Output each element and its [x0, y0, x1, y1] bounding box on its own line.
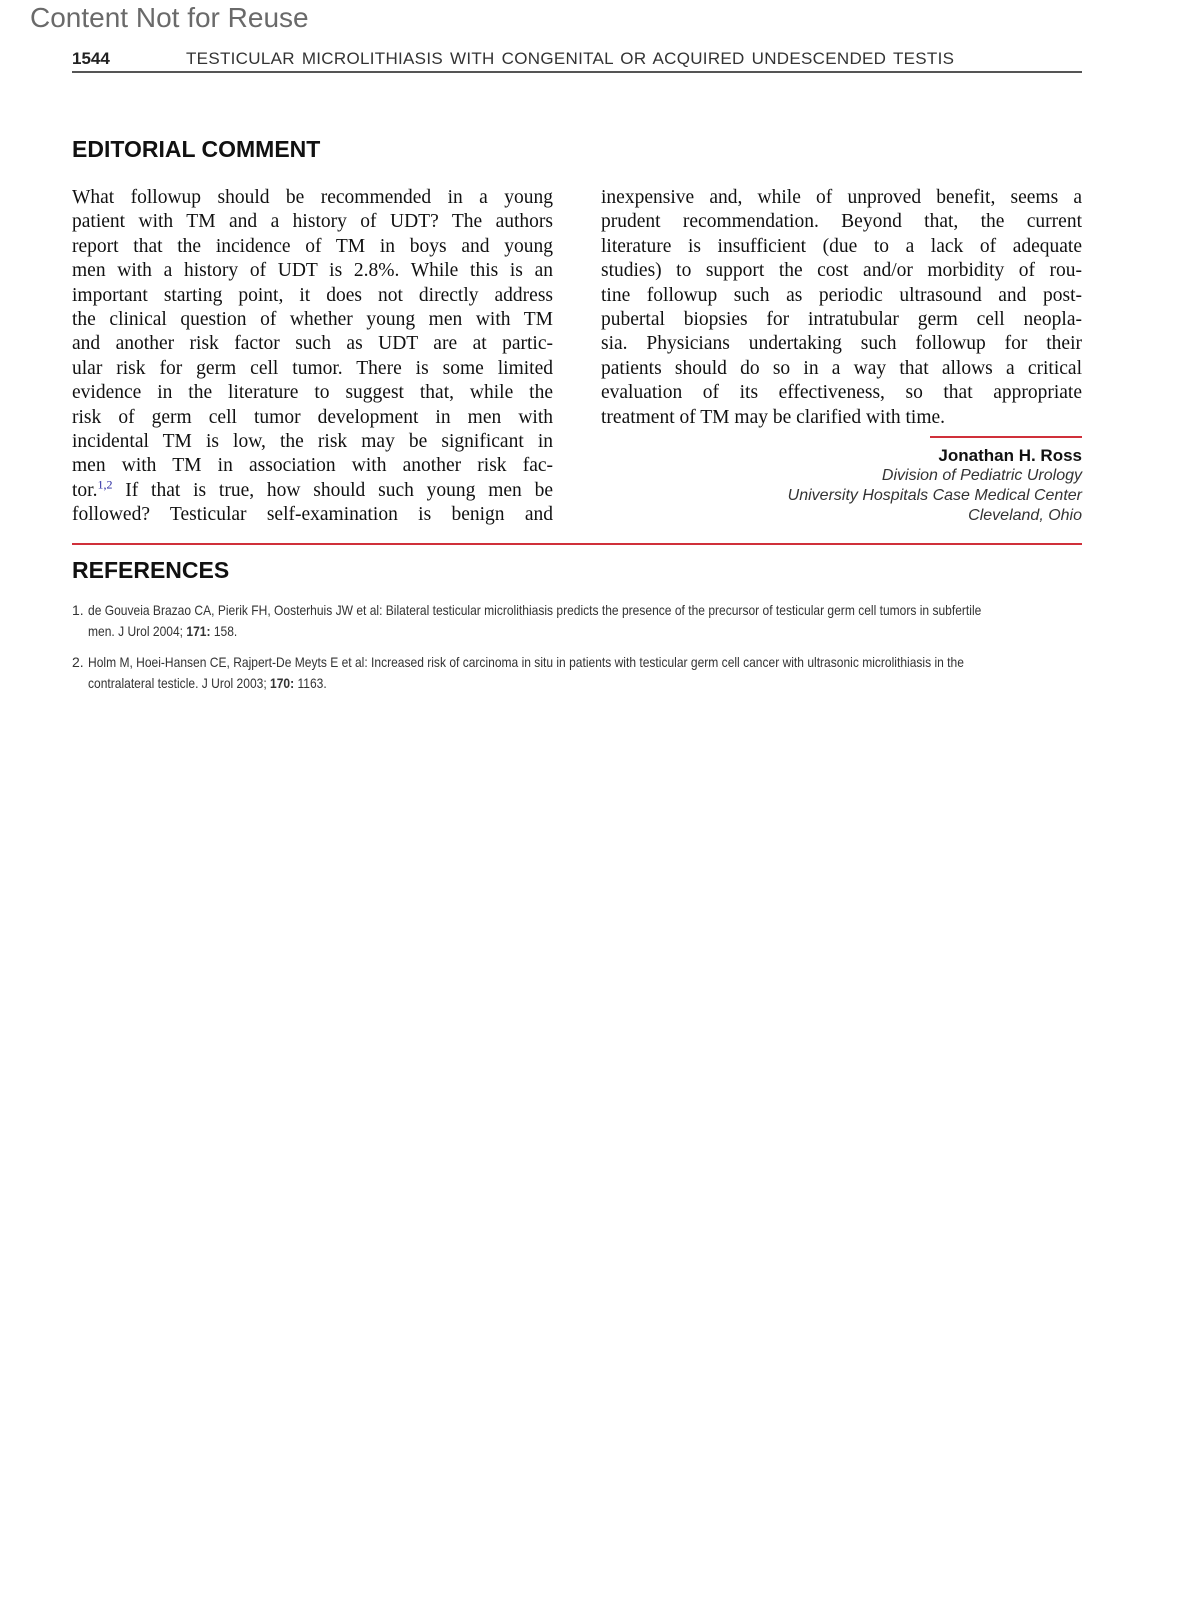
text-line: risk of germ cell tumor development in men with: [72, 406, 553, 428]
text-line: followed? Testicular self-examination is benign and: [72, 504, 553, 526]
text-line: literature is insufficient (due to a lack of adequate: [601, 235, 1082, 257]
header-rule: [72, 71, 1082, 73]
text-line: tine followup such as periodic ultrasound and post-: [601, 284, 1082, 306]
editorial-heading: EDITORIAL COMMENT: [72, 136, 321, 162]
text-line: patients should do so in a way that allows a critical: [601, 357, 1082, 379]
editorial-left-column: [72, 186, 553, 528]
reference-text: de Gouveia Brazao CA, Pierik FH, Oosterhuis JW et al: Bilateral testicular microlithiasis predicts the presence of the precursor of testicular germ cell tumors in subfertile: [88, 602, 982, 618]
text-span: tor.: [72, 479, 98, 501]
text-line: incidental TM is low, the risk may be significant in: [72, 431, 553, 453]
text-line: evaluation of its effectiveness, so that appropriate: [601, 382, 1082, 404]
running-title: TESTICULAR MICROLITHIASIS WITH CONGENITAL OR ACQUIRED UNDESCENDED TESTIS: [186, 49, 955, 68]
author-institution: University Hospitals Case Medical Center: [787, 487, 1082, 504]
text-line: studies) to support the cost and/or morbidity of rou-: [601, 260, 1082, 282]
reference-volume: 170:: [270, 675, 295, 691]
text-line: and another risk factor such as UDT are at partic-: [72, 333, 553, 355]
references-list: [72, 600, 1082, 704]
text-line: men with TM in association with another risk fac-: [72, 455, 553, 477]
text-line: important starting point, it does not directly address: [72, 284, 553, 306]
signature-rule: [930, 436, 1082, 438]
reference-text-cont: men. J Urol 2004;: [88, 623, 187, 639]
text-line: treatment of TM may be clarified with time.: [601, 406, 946, 428]
text-line: the clinical question of whether young men with TM: [72, 309, 553, 331]
reference-page: 1163.: [294, 675, 327, 691]
text-line: report that the incidence of TM in boys and young: [72, 235, 553, 257]
text-line: prudent recommendation. Beyond that, the current: [601, 211, 1082, 233]
editorial-right-column: [601, 186, 1082, 430]
text-line: patient with TM and a history of UDT? The authors: [72, 211, 553, 233]
citation-link[interactable]: 1,2: [97, 477, 113, 492]
reference-item: [72, 652, 1082, 694]
citation-line: [72, 479, 553, 503]
section-rule: [72, 543, 1082, 545]
text-span: If that is true, how should such young men be: [112, 479, 553, 501]
text-line: pubertal biopsies for intratubular germ cell neopla-: [601, 309, 1082, 331]
watermark: Content Not for Reuse: [30, 2, 309, 33]
reference-volume: 171:: [186, 623, 211, 639]
author-location: Cleveland, Ohio: [968, 507, 1082, 524]
reference-item: [72, 600, 1082, 642]
reference-text-cont: contralateral testicle. J Urol 2003;: [88, 675, 271, 691]
page-number: 1544: [72, 49, 110, 68]
text-line: evidence in the literature to suggest that, while the: [72, 382, 553, 404]
text-line: What followup should be recommended in a young: [72, 187, 553, 208]
text-line: inexpensive and, while of unproved benefit, seems a: [601, 187, 1082, 208]
text-line: men with a history of UDT is 2.8%. While this is an: [72, 260, 553, 282]
text-line: sia. Physicians undertaking such followup for their: [601, 333, 1082, 355]
reference-number: 1.: [72, 602, 84, 618]
author-signature: [788, 446, 1082, 526]
references-heading: REFERENCES: [72, 557, 230, 583]
author-division: Division of Pediatric Urology: [881, 467, 1082, 484]
text-line: ular risk for germ cell tumor. There is some limited: [72, 357, 553, 379]
reference-page: 158.: [210, 623, 238, 639]
reference-text: Holm M, Hoei-Hansen CE, Rajpert-De Meyts E et al: Increased risk of carcinoma in situ in patients with testicular germ cell cancer with ultrasonic microlithiasis in the: [88, 654, 964, 670]
author-name: Jonathan H. Ross: [938, 446, 1082, 465]
reference-number: 2.: [72, 654, 84, 670]
